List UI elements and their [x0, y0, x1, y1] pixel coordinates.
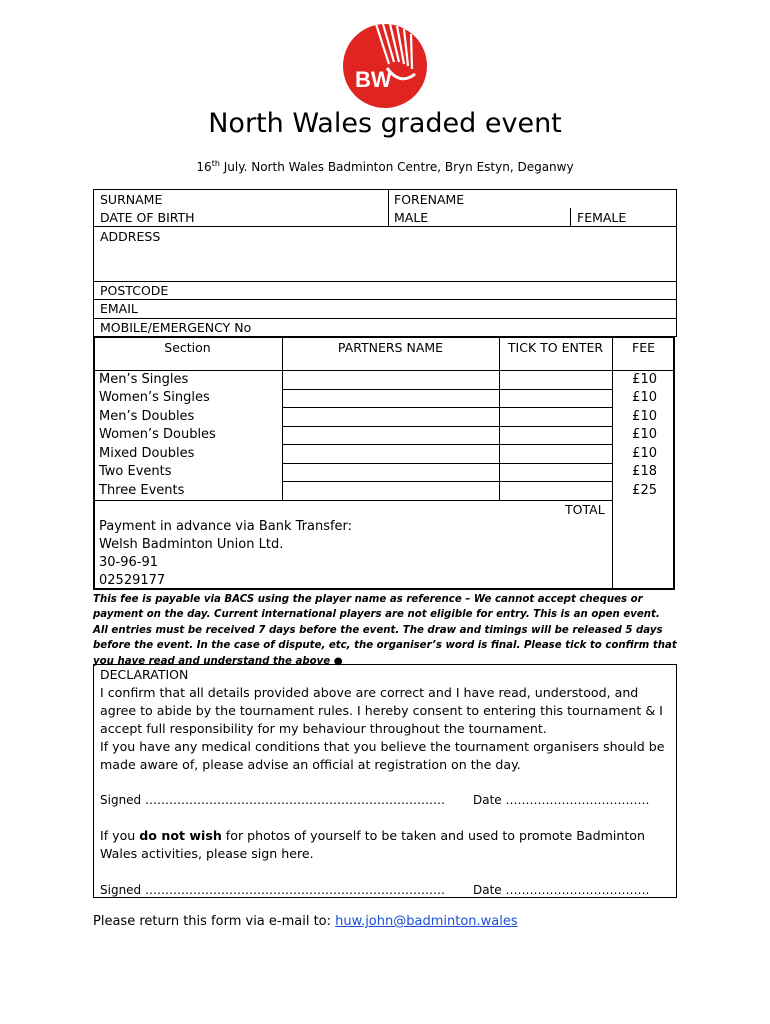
fee-three-events: £25	[632, 483, 657, 498]
row-womens-singles: Women’s Singles	[99, 390, 210, 405]
header-tick: TICK TO ENTER	[507, 340, 604, 355]
male-field[interactable]: MALE	[394, 210, 429, 225]
email-link[interactable]: huw.john@badminton.wales	[335, 914, 518, 929]
header-fee: FEE	[632, 340, 655, 355]
mobile-field[interactable]: MOBILE/EMERGENCY No	[100, 320, 252, 335]
svg-text:BW: BW	[355, 67, 392, 92]
terms-note: This fee is payable via BACS using the player name as reference – We cannot accept cheques or payment on the day. Current international players are not eligible for entry. This is an open event. All entries must be received 7 days before the event. The draw and timings will be released 5 days before the event. In the case of dispute, etc, the organiser’s word is final. Please tick to confirm that you have read and understand the above ●	[93, 594, 677, 667]
account-number: 02529177	[99, 573, 166, 588]
tick-box[interactable]	[500, 408, 611, 425]
address-field[interactable]: ADDRESS	[100, 229, 161, 244]
row-mens-doubles: Men’s Doubles	[99, 409, 195, 424]
sort-code: 30-96-91	[99, 555, 159, 570]
tick-box[interactable]	[500, 445, 611, 462]
medical-text: If you have any medical conditions that you believe the tournament organisers should be made aware of, please advise an official at registration on the day.	[100, 739, 665, 772]
row-three-events: Three Events	[99, 483, 185, 498]
fee-mens-singles: £10	[632, 372, 657, 387]
dob-field[interactable]: DATE OF BIRTH	[100, 210, 195, 225]
declaration-text: I confirm that all details provided above are correct and I have read, understood, and agree to abide by the tournament rules. I hereby consent to entering this tournament & I accept full responsibility for my behaviour throughout the tournament.	[100, 685, 663, 736]
fee-womens-singles: £10	[632, 390, 657, 405]
email-field[interactable]: EMAIL	[100, 301, 138, 316]
female-field[interactable]: FEMALE	[577, 210, 627, 225]
photo-consent-text: If you do not wish for photos of yourself to be taken and used to promote Badminton Wales activities, please sign here.	[100, 828, 645, 861]
payment-line: Payment in advance via Bank Transfer:	[99, 519, 353, 534]
badminton-wales-logo	[343, 24, 427, 108]
payment-line: Welsh Badminton Union Ltd.	[99, 537, 284, 552]
header-section: Section	[164, 340, 211, 355]
date-line[interactable]: Date ………………………………	[473, 793, 650, 807]
photo-signature-line[interactable]: Signed …………………………………………………………………	[100, 883, 445, 897]
surname-field[interactable]: SURNAME	[100, 192, 163, 207]
tick-box[interactable]	[500, 371, 611, 388]
event-subtitle: 16th July. North Wales Badminton Centre, Bryn Estyn, Deganwy	[196, 159, 574, 174]
fee-mens-doubles: £10	[632, 409, 657, 424]
row-two-events: Two Events	[99, 464, 172, 479]
tick-box[interactable]	[500, 482, 611, 499]
row-mens-singles: Men’s Singles	[99, 372, 189, 387]
fee-mixed-doubles: £10	[632, 446, 657, 461]
photo-date-line[interactable]: Date ………………………………	[473, 883, 650, 897]
forename-field[interactable]: FORENAME	[394, 192, 465, 207]
fee-womens-doubles: £10	[632, 427, 657, 442]
tick-box[interactable]	[500, 427, 611, 443]
postcode-field[interactable]: POSTCODE	[100, 283, 169, 298]
return-instructions: Please return this form via e-mail to: huw.john@badminton.wales	[93, 914, 518, 929]
tick-box[interactable]	[500, 390, 611, 406]
page-title: North Wales graded event	[208, 108, 562, 139]
row-womens-doubles: Women’s Doubles	[99, 427, 216, 442]
row-mixed-doubles: Mixed Doubles	[99, 446, 195, 461]
fee-two-events: £18	[632, 464, 657, 479]
tick-box[interactable]	[500, 464, 611, 480]
header-partners: PARTNERS NAME	[337, 340, 444, 355]
declaration-heading: DECLARATION	[100, 667, 189, 682]
total-label: TOTAL	[565, 502, 605, 517]
signature-line[interactable]: Signed …………………………………………………………………	[100, 793, 445, 807]
